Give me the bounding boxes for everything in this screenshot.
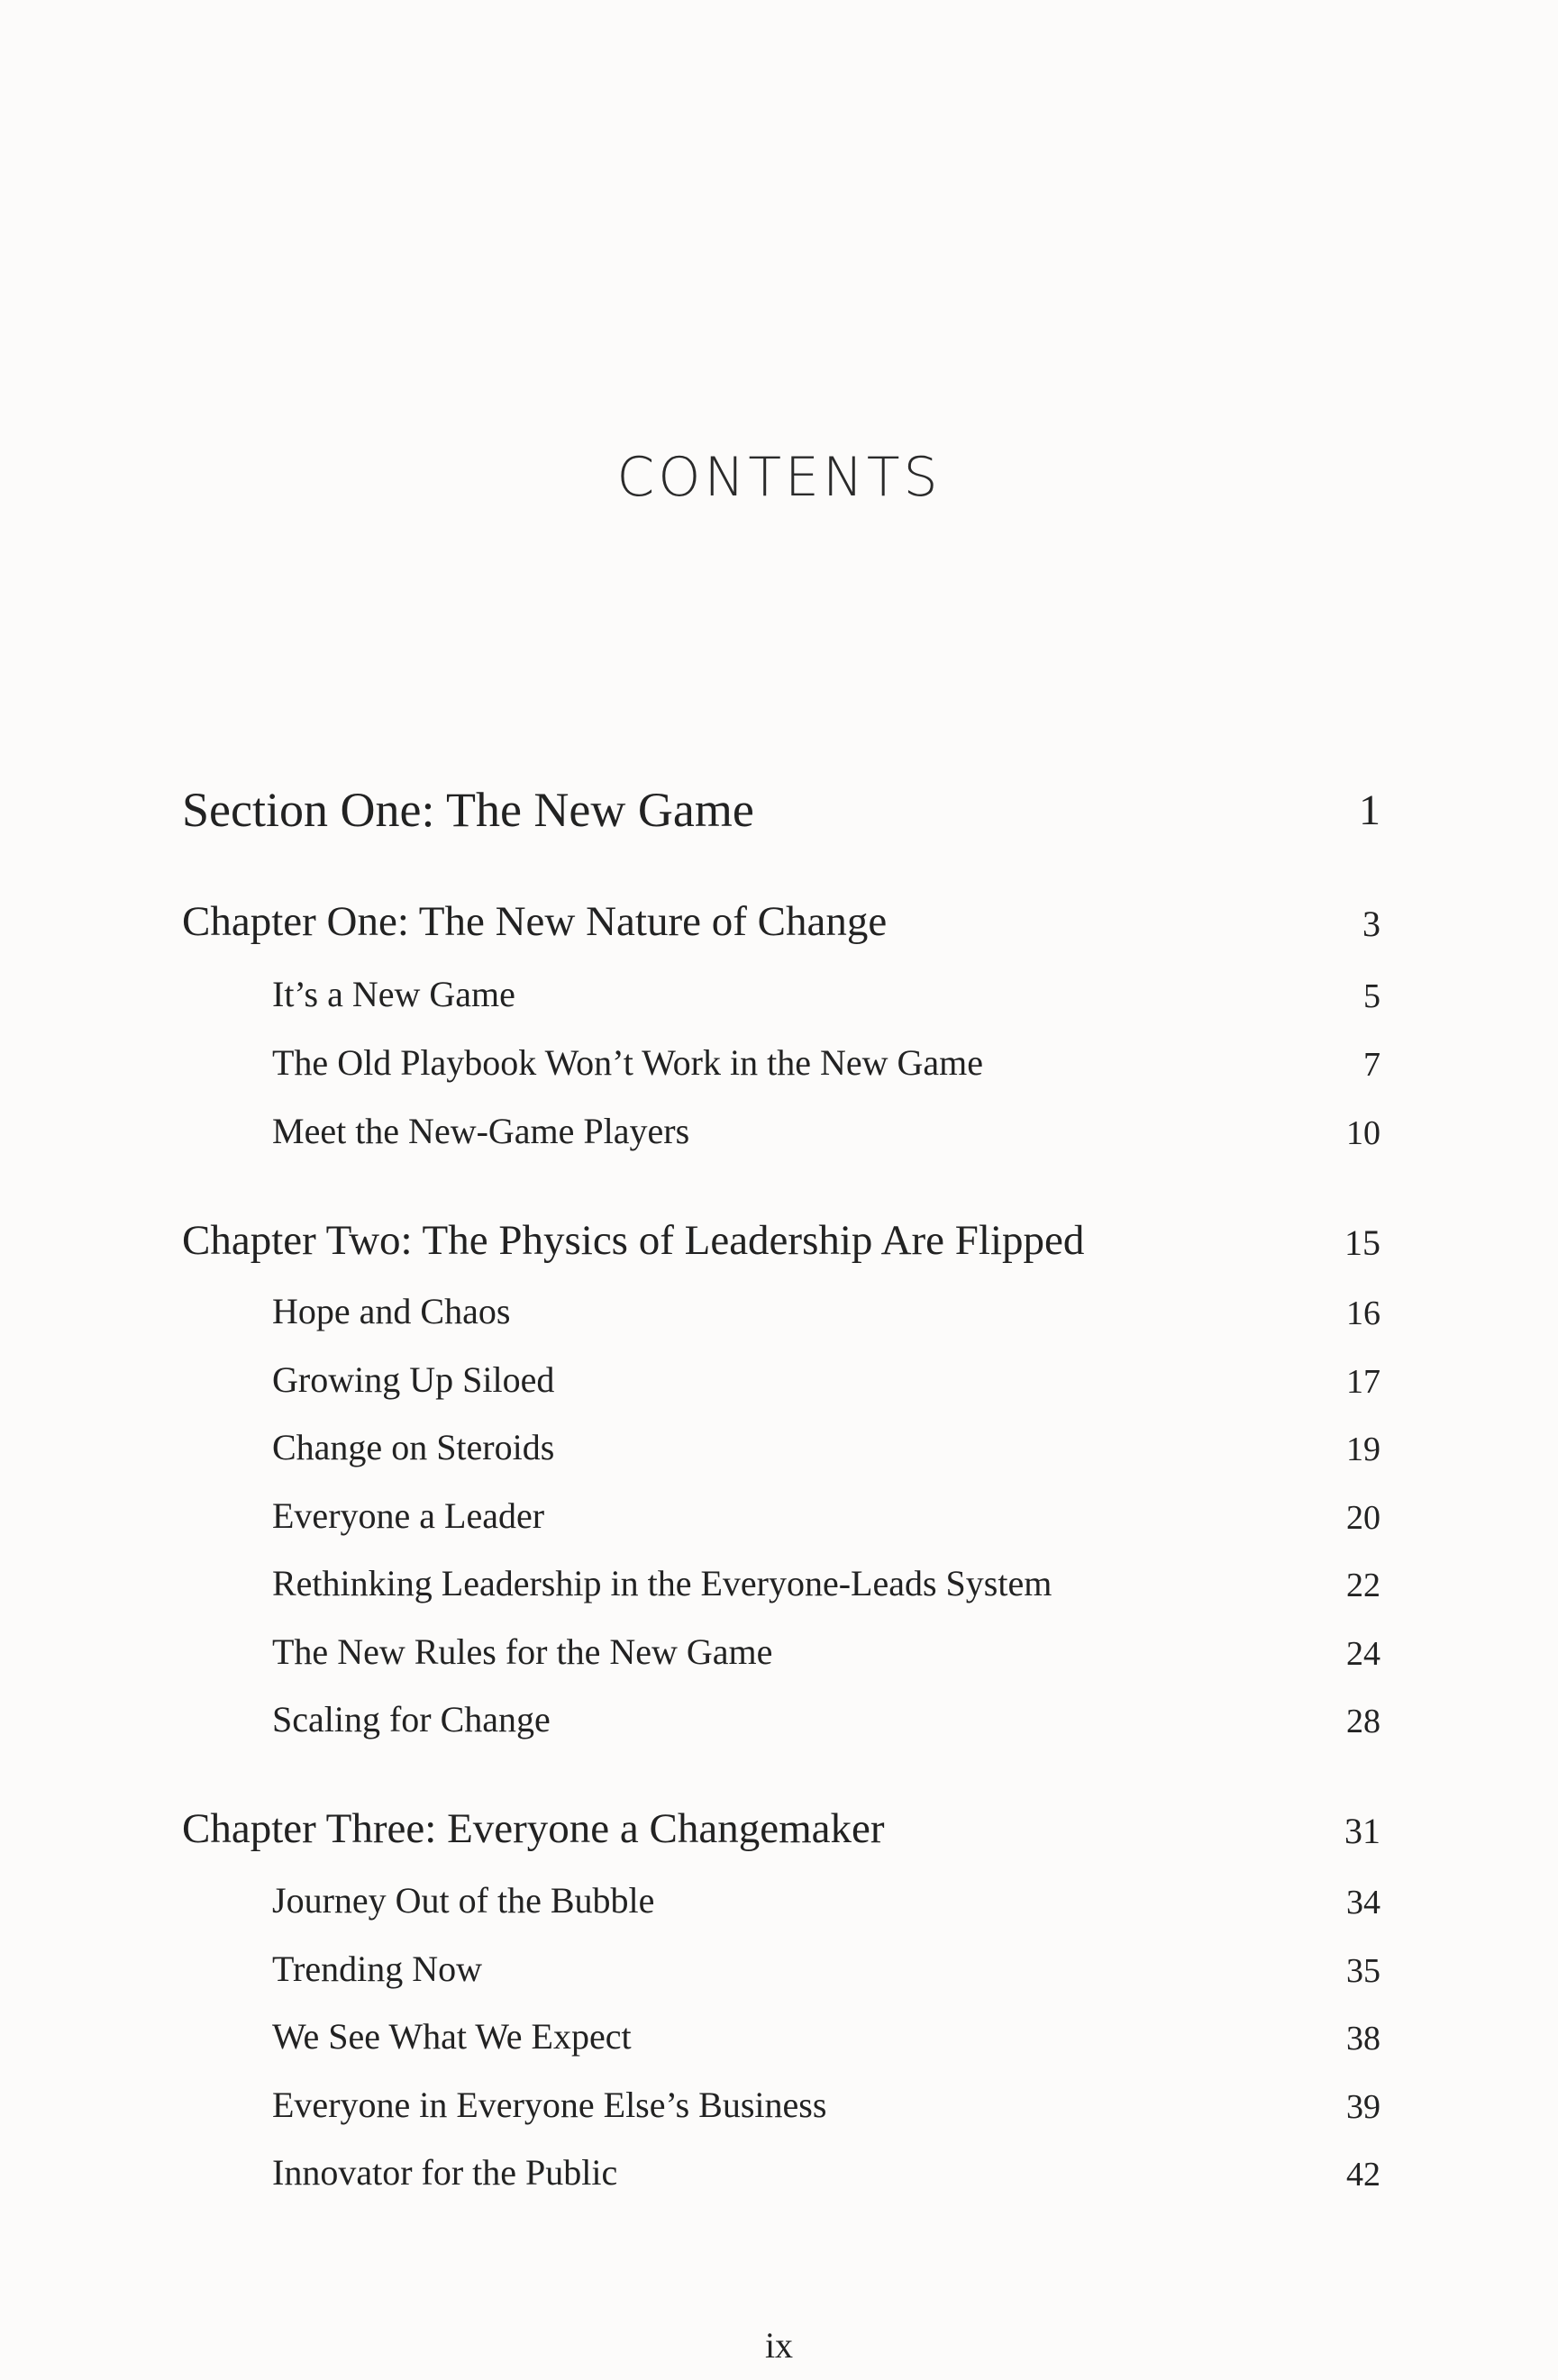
- entry-title: Rethinking Leadership in the Everyone-Leads System: [272, 1563, 1052, 1603]
- chapter-title: Chapter Three: Everyone a Changemaker: [182, 1805, 885, 1852]
- entry-page-number: 20: [1346, 1499, 1380, 1537]
- entry-title: Everyone in Everyone Else’s Business: [272, 2085, 827, 2125]
- entry-page-number: 16: [1346, 1294, 1380, 1332]
- toc-entry-row: [0, 1110, 1558, 1167]
- page-folio: ix: [764, 2325, 794, 2366]
- entry-title: Change on Steroids: [272, 1427, 555, 1467]
- toc-entry-row: [0, 973, 1558, 1031]
- chapter-page-number: 15: [1344, 1222, 1380, 1263]
- chapter-title: Chapter One: The New Nature of Change: [182, 898, 888, 945]
- entry-title: Meet the New-Game Players: [272, 1111, 690, 1151]
- entry-title: The Old Playbook Won’t Work in the New Game: [272, 1042, 984, 1083]
- chapter-title: Chapter Two: The Physics of Leadership Are Flipped: [182, 1217, 1085, 1264]
- entry-title: Scaling for Change: [272, 1699, 551, 1740]
- entry-title: Journey Out of the Bubble: [272, 1880, 655, 1921]
- entry-title: It’s a New Game: [272, 974, 515, 1014]
- entry-page-number: 35: [1346, 1952, 1380, 1990]
- entry-page-number: 38: [1346, 2020, 1380, 2058]
- entry-page-number: 19: [1346, 1431, 1380, 1468]
- entry-page-number: 42: [1346, 2156, 1380, 2194]
- entry-page-number: 34: [1346, 1884, 1380, 1921]
- toc-entry-row: [0, 1290, 1558, 1348]
- toc-chapter-row: [0, 1216, 1558, 1274]
- entry-title: We See What We Expect: [272, 2016, 632, 2057]
- toc-chapter-row: [0, 1804, 1558, 1862]
- toc-entry-row: [0, 1631, 1558, 1688]
- toc-entry-row: [0, 1948, 1558, 2005]
- entry-page-number: 17: [1346, 1363, 1380, 1401]
- toc-entry-row: [0, 1041, 1558, 1099]
- chapter-page-number: 31: [1344, 1811, 1380, 1851]
- entry-title: Everyone a Leader: [272, 1495, 545, 1536]
- toc-entry-row: [0, 2084, 1558, 2141]
- toc-chapter-row: [0, 897, 1558, 955]
- entry-title: Growing Up Siloed: [272, 1359, 555, 1400]
- entry-page-number: 22: [1346, 1567, 1380, 1604]
- entry-page-number: 7: [1363, 1046, 1380, 1084]
- section-page-number: 1: [1359, 786, 1380, 834]
- contents-heading: CONTENTS: [616, 446, 942, 509]
- toc-entry-row: [0, 1562, 1558, 1620]
- entry-page-number: 28: [1346, 1703, 1380, 1740]
- entry-title: The New Rules for the New Game: [272, 1631, 773, 1672]
- section-title: Section One: The New Game: [182, 783, 754, 837]
- toc-entry-row: [0, 2015, 1558, 2073]
- entry-page-number: 5: [1363, 977, 1380, 1015]
- toc-entry-row: [0, 1494, 1558, 1552]
- entry-page-number: 39: [1346, 2088, 1380, 2126]
- toc-entry-row: [0, 2151, 1558, 2209]
- toc-entry-row: [0, 1426, 1558, 1484]
- chapter-page-number: 3: [1362, 904, 1380, 944]
- entry-page-number: 24: [1346, 1635, 1380, 1673]
- entry-title: Hope and Chaos: [272, 1291, 511, 1331]
- entry-page-number: 10: [1346, 1114, 1380, 1152]
- toc-entry-row: [0, 1879, 1558, 1937]
- toc-section-row: [0, 782, 1558, 840]
- entry-title: Innovator for the Public: [272, 2152, 618, 2193]
- entry-title: Trending Now: [272, 1949, 482, 1989]
- toc-entry-row: [0, 1358, 1558, 1416]
- toc-entry-row: [0, 1698, 1558, 1756]
